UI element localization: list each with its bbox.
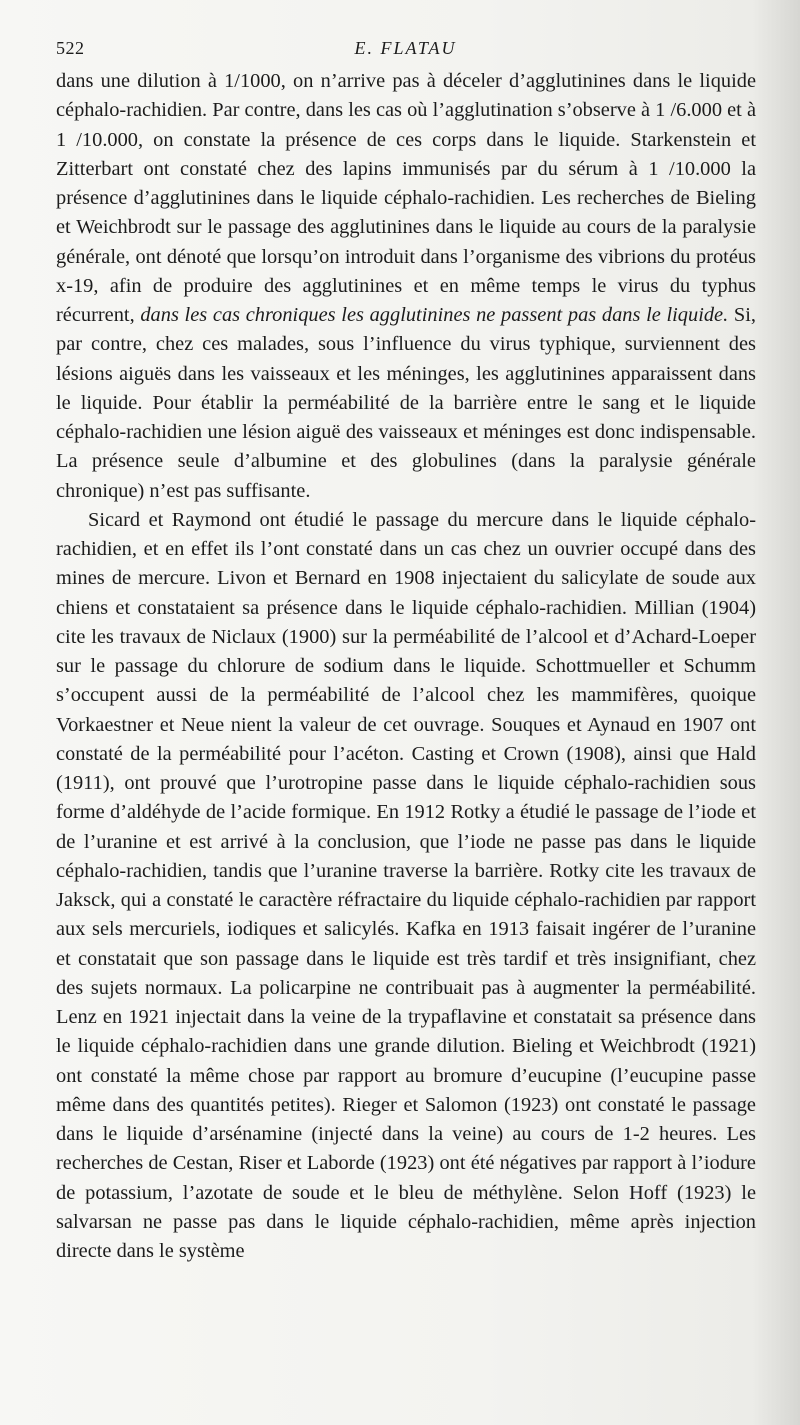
text-run: Si, par contre, chez ces malades, sous l’influence du virus typhique, surviennent des lésions aiguës dans les vaisseaux et les méninges, les agglutinines apparaissent dans le liquide. Pour établir la perméabilité de la barrière entre le sang et le liquide céphalo-rachidien une lésion aiguë des vaisseaux et méninges est donc indispensable. La présence seule d’albumine et des globulines (dans la paralysie générale chronique) n’est pas suffisante. <box>56 304 757 502</box>
italic-text-run: dans les cas chroniques les agglutinines ne passent pas dans le liquide. <box>140 304 729 326</box>
text-run: dans une dilution à 1/1000, on n’arrive pas à déceler d’agglutinines dans le liquide céphalo-rachidien. Par contre, dans les cas où l’agglutination s’observe à 1 /6.000 et à 1 /10.000, on constate la présence de ces corps dans le liquide. Starkenstein et Zitterbart ont constaté chez des lapins immunisés par du sérum à 1 /10.000 la présence d’agglutinines dans le liquide céphalo-rachidien. Les recherches de Bieling et Weichbrodt sur le passage des agglutinines dans le liquide au cours de la paralysie générale, ont dénoté que lorsqu’on introduit dans l’organisme des vibrions du protéus x-19, afin de produire des agglutinines et en même temps le virus du typhus récurrent, <box>56 70 756 326</box>
page-header <box>56 38 755 62</box>
running-head: E. FLATAU <box>354 38 457 58</box>
paragraph-permeabilite <box>56 506 756 1267</box>
page-number: 522 <box>56 38 85 58</box>
text-run: Sicard et Raymond ont étudié le passage du mercure dans le liquide céphalo-rachidien, et en effet ils l’ont constaté dans un cas chez un ouvrier occupé dans des mines de mercure. Livon et Bernard en 1908 injectaient du salicylate de soude aux chiens et constataient sa présence dans le liquide céphalo-rachidien. Millian (1904) cite les travaux de Niclaux (1900) sur la perméabilité de l’alcool et d’Achard-Loeper sur le passage du chlorure de sodium dans le liquide. Schottmueller et Schumm s’occupent aussi de la perméabilité de l’alcool chez les mammifères, quoique Vorkaestner et Neue nient la valeur de cet ouvrage. Souques et Aynaud en 1907 ont constaté de la perméabilité pour l’acéton. Casting et Crown (1908), ainsi que Hald (1911), ont prouvé que l’urotropine passe dans le liquide céphalo-rachidien sous forme d’aldéhyde de l’acide formique. En 1912 Rotky a étudié le passage de l’iode et de l’uranine et est arrivé à la conclusion, que l’iode ne passe pas dans le liquide céphalo-rachidien, tandis que l’uranine traverse la barrière. Rotky cite les travaux de Jaksck, qui a constaté le caractère réfractaire du liquide céphalo-rachidien par rapport aux sels mercuriels, iodiques et salicylés. Kafka en 1913 faisait ingérer de l’uranine et constatait que son passage dans le liquide est très tardif et très insignifiant, chez des sujets normaux. La policarpine ne contribuait pas à augmenter la perméabilité. Lenz en 1921 injectait dans la veine de la trypaflavine et constatait sa présence dans le liquide céphalo-rachidien dans une grande dilution. Bieling et Weichbrodt (1921) ont constaté la même chose par rapport au bromure d’eucupine (l’eucupine passe même dans des quantités petites). Rieger et Salomon (1923) ont constaté le passage dans le liquide d’arsénamine (injecté dans la veine) au cours de 1-2 heures. Les recherches de Cestan, Riser et Laborde (1923) ont été négatives par rapport à l’iodure de potassium, l’azotate de soude et le bleu de méthylène. Selon Hoff (1923) le salvarsan ne passe pas dans le liquide céphalo-rachidien, même après injection directe dans le système <box>56 508 756 1262</box>
paragraph-agglutinines <box>56 67 756 506</box>
body-text <box>56 67 756 1266</box>
